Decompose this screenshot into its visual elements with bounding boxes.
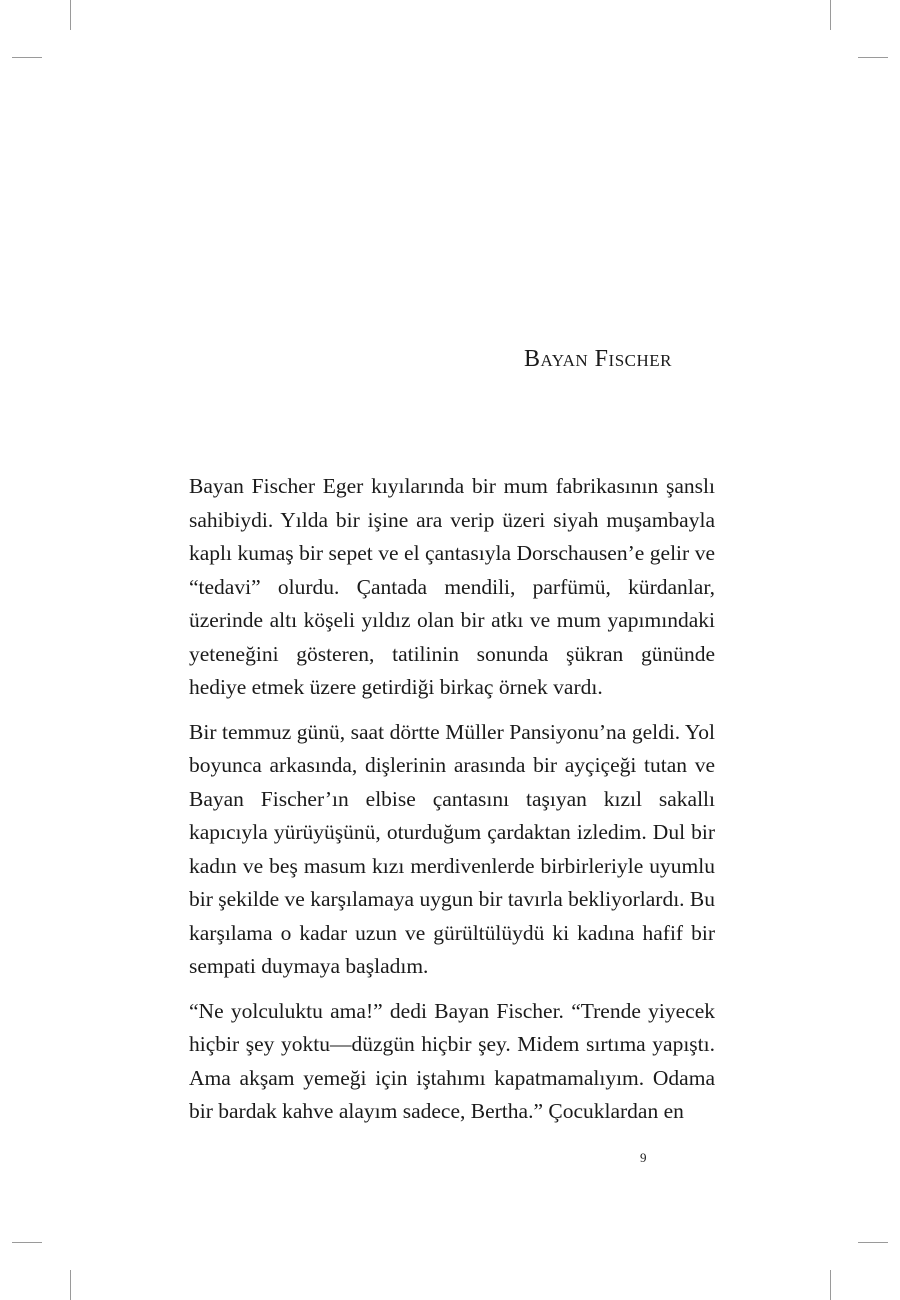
crop-mark-right-bottom [858, 1242, 888, 1243]
body-text [189, 470, 715, 1140]
crop-mark-bottom-right [830, 1270, 831, 1300]
crop-mark-top-left [70, 0, 71, 30]
paragraph-3: “Ne yolculuktu ama!” dedi Bayan Fischer. “Trende yiyecek hiçbir şey yoktu—düzgün hiçbir şey. Midem sırtıma yapıştı. Ama akşam yemeği için iştahımı kapatmamalıyım. Odama bir bardak kahve alayım sadece, Bertha.” Çocuklardan en [189, 998, 715, 1123]
crop-mark-left-top [12, 57, 42, 58]
crop-mark-right-top [858, 57, 888, 58]
page-number: 9 [640, 1150, 647, 1165]
crop-mark-top-right [830, 0, 831, 30]
paragraph-2: Bir temmuz günü, saat dörtte Müller Pansiyonu’na geldi. Yol boyunca arkasında, dişlerinin arasında bir ayçiçeği tutan ve Bayan Fischer’ın elbise çantasını taşıyan kızıl sakallı kapıcıyla yürüyüşünü, oturduğum çardaktan izledim. Dul bir kadın ve beş masum kızı merdivenlerde birbirleriyle uyumlu bir şekilde ve karşılamaya uygun bir tavırla bekliyorlardı. Bu karşılama o kadar uzun ve gürültülüydü ki kadına hafif bir sempati duymaya başladım. [189, 719, 716, 978]
crop-mark-bottom-left [70, 1270, 71, 1300]
paragraph-1: Bayan Fischer Eger kıyılarında bir mum fabrikasının şanslı sahibiydi. Yılda bir işine ara verip üzeri siyah muşambayla kaplı kumaş bir sepet ve el çantasıyla Dorschausen’e gelir ve “tedavi” olurdu. Çantada mendili, parfümü, kürdanlar, üzerinde altı köşeli yıldız olan bir atkı ve mum yapımındaki yeteneğini gösteren, tatilinin sonunda şükran gününde hediye etmek üzere getirdiği birkaç örnek vardı. [189, 474, 715, 699]
chapter-title: Bayan Fischer [524, 346, 672, 372]
crop-mark-left-bottom [12, 1242, 42, 1243]
